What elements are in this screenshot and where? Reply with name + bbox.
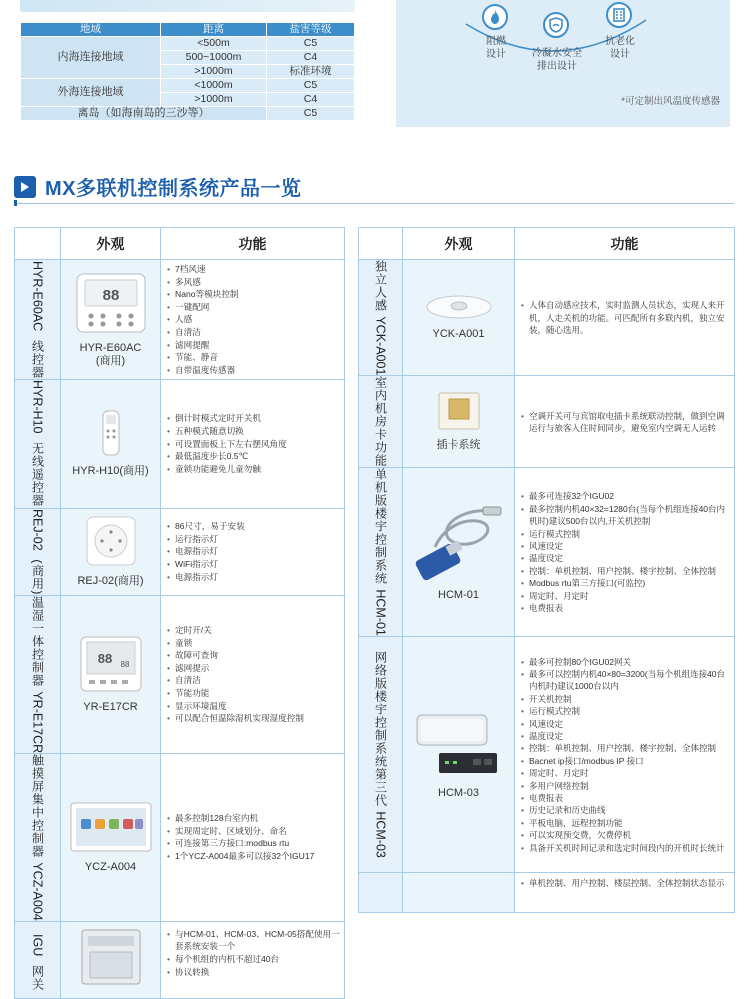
product-image-cell	[61, 508, 161, 595]
feature-item: • 五种模式随意切换	[167, 425, 340, 438]
product-row	[15, 754, 345, 922]
flame-icon	[482, 4, 508, 30]
product-caption: YCZ-A004	[84, 860, 137, 873]
feature-item: • 电费报表	[521, 792, 730, 804]
col-header-blank	[15, 228, 61, 260]
feature-item: • 最多控制128台室内机	[167, 812, 340, 825]
product-image-cell	[403, 376, 515, 468]
feature-item: • 可以实现预交费，欠费停机	[521, 829, 730, 841]
feature-item: • Nano等模块控制	[167, 288, 340, 301]
feature-list	[167, 624, 340, 725]
product-table-right	[358, 227, 735, 913]
salt-header-region: 地域	[21, 23, 161, 37]
feature-item: • 可设置面板上下左右摆风角度	[167, 438, 340, 451]
col-header-blank	[359, 228, 403, 260]
product-image-cell	[61, 921, 161, 998]
feature-item: • 控制：单机控制、用户控制、楼宇控制、全体控制	[521, 742, 730, 754]
feature-list	[167, 928, 340, 978]
product-feature-cell	[515, 468, 735, 637]
product-image-cell	[61, 595, 161, 753]
keycard-switch-image	[437, 391, 481, 431]
feature-item: • 滤网提示	[167, 662, 340, 675]
humidity-controller-image	[79, 635, 143, 693]
feature-item: • 温度设定	[521, 552, 730, 564]
server-box-image	[411, 709, 507, 779]
feature-item: • 历史记录和历史曲线	[521, 804, 730, 816]
feature-list	[521, 877, 730, 889]
feature-list	[167, 812, 340, 862]
feature-item: • 开关机控制	[521, 693, 730, 705]
salt-grade: C4	[267, 93, 355, 107]
salt-distance: 500~1000m	[161, 51, 267, 65]
product-name-cell: 独立人感 YCK-A001	[359, 260, 403, 376]
feature-label-water: 冷凝水安全 排出设计	[532, 48, 582, 72]
product-feature-cell	[515, 637, 735, 873]
feature-item: • 1个YCZ-A004最多可以接32个IGU17	[167, 850, 340, 863]
feature-item: • 单机控制、用户控制、楼层控制、全体控制状态显示	[521, 877, 730, 889]
feature-item: • 定时开/关	[167, 624, 340, 637]
salt-grade: C5	[267, 79, 355, 93]
salt-header-grade: 盐害等级	[267, 23, 355, 37]
product-caption: HYR-H10(商用)	[72, 465, 149, 478]
feature-label-flame: 阻燃 设计	[486, 36, 506, 60]
feature-item: • Modbus rtu第三方接口(可监控)	[521, 577, 730, 589]
feature-item: • 空调开关可与宾馆取电插卡系统联动控制，做到空调运行与旅客入住时间同步，避免室内空调无人运转	[521, 410, 730, 435]
product-row	[359, 260, 735, 376]
col-header-look: 外观	[403, 228, 515, 260]
feature-item: • 与HCM-01、HCM-03、HCM-05搭配使用一套系统安装一个	[167, 928, 340, 953]
product-image-cell	[403, 873, 515, 913]
panel-switch-image	[85, 515, 137, 567]
feature-item: • 电源指示灯	[167, 571, 340, 584]
feature-list	[521, 299, 730, 336]
product-image-cell	[403, 260, 515, 376]
product-image-cell	[61, 754, 161, 922]
svg-text:88: 88	[102, 286, 119, 304]
feature-item: • 运行模式控制	[521, 528, 730, 540]
feature-item: • Bacnet ip接口/modbus IP 接口	[521, 755, 730, 767]
feature-item: • 多风感	[167, 276, 340, 289]
product-name-cell: 室内机房卡功能	[359, 376, 403, 468]
product-row	[15, 595, 345, 753]
motion-sensor-image	[425, 294, 493, 320]
product-feature-cell	[515, 376, 735, 468]
product-image-cell	[61, 260, 161, 380]
product-feature-cell	[161, 260, 345, 380]
product-feature-cell	[515, 873, 735, 913]
feature-item: • 周定时、月定时	[521, 590, 730, 602]
feature-list	[521, 656, 730, 855]
title-divider	[14, 203, 734, 204]
feature-list	[167, 520, 340, 583]
feature-item: • 倒计时模式定时开关机	[167, 412, 340, 425]
salt-distance: <1000m	[161, 79, 267, 93]
feature-item: • 实现周定时、区域划分、命名	[167, 825, 340, 838]
feature-item: • 自带温度传感器	[167, 364, 340, 377]
feature-item: • 风速设定	[521, 718, 730, 730]
product-feature-cell	[515, 260, 735, 376]
salt-distance: <500m	[161, 37, 267, 51]
feature-list	[521, 490, 730, 614]
feature-item: • 最低温度步长0.5℃	[167, 450, 340, 463]
section-title: MX多联机控制系统产品一览	[45, 178, 302, 200]
product-image-cell	[61, 380, 161, 508]
product-caption: HCM-01	[438, 588, 479, 601]
features-panel	[396, 0, 730, 127]
salt-region-island: 离岛（如海南岛的三沙等）	[21, 107, 267, 121]
feature-item: • WiFi指示灯	[167, 558, 340, 571]
play-icon	[14, 176, 36, 198]
feature-item: • 电源指示灯	[167, 545, 340, 558]
salt-distance: >1000m	[161, 93, 267, 107]
product-name-cell: 触摸屏集中控制器 YCZ-A004	[15, 754, 61, 922]
svg-text:88: 88	[120, 659, 129, 669]
product-row	[15, 260, 345, 380]
product-row	[359, 376, 735, 468]
product-row	[359, 468, 735, 637]
usb-adapter-image	[411, 503, 507, 581]
title-divider-mark	[14, 200, 18, 206]
product-caption: HCM-03	[438, 787, 479, 800]
feature-list	[521, 410, 730, 435]
col-header-func: 功能	[515, 228, 735, 260]
salt-grade: C5	[267, 37, 355, 51]
feature-item: • 控制：单机控制、用户控制、楼宇控制、全体控制	[521, 565, 730, 577]
feature-item: • 最多可控制80个IGU02网关	[521, 656, 730, 668]
feature-item: • 节能功能	[167, 687, 340, 700]
salt-region-outer: 外海连接地域	[21, 79, 161, 107]
salt-grade: C5	[267, 107, 355, 121]
feature-item: • 童锁	[167, 637, 340, 650]
remote-image	[91, 409, 131, 457]
wired-controller-image	[75, 272, 147, 334]
salt-grade: C4	[267, 51, 355, 65]
product-image-cell	[403, 468, 515, 637]
svg-text:88: 88	[97, 650, 112, 666]
feature-item: • 一键配网	[167, 301, 340, 314]
col-header-look: 外观	[61, 228, 161, 260]
product-caption: REJ-02(商用)	[77, 575, 144, 588]
section-heading	[14, 172, 302, 201]
feature-item: • 7档风速	[167, 263, 340, 276]
feature-item: • 电费报表	[521, 602, 730, 614]
feature-item: • 童锁功能避免儿童勿触	[167, 463, 340, 476]
salt-distance: >1000m	[161, 65, 267, 79]
product-feature-cell	[161, 508, 345, 595]
feature-item: • 人体自动感应技术，实时监测人员状态，实现人来开机，人走关机的功能。可匹配所有多联内机，独立安装，随心选用。	[521, 299, 730, 336]
product-row	[359, 873, 735, 913]
feature-item: • 自清洁	[167, 326, 340, 339]
product-row	[15, 921, 345, 998]
product-feature-cell	[161, 921, 345, 998]
product-row	[359, 637, 735, 873]
top-banner-strip	[20, 0, 355, 12]
feature-item: • 协议转换	[167, 966, 340, 979]
feature-item: • 多用户网络控制	[521, 780, 730, 792]
product-feature-cell	[161, 380, 345, 508]
product-caption: YR-E17CR	[83, 700, 138, 713]
product-name-cell: 网络版楼宇控制系统第三代 HCM-03	[359, 637, 403, 873]
feature-item: • 运行模式控制	[521, 705, 730, 717]
product-caption: HYR-E60AC (商用)	[79, 341, 142, 367]
gateway-image	[76, 926, 146, 986]
product-name-cell	[359, 873, 403, 913]
salt-region-inland: 内海连接地域	[21, 37, 161, 79]
product-name-cell: IGU 网关	[15, 921, 61, 998]
product-image-cell	[403, 637, 515, 873]
feature-item: • 滤网提醒	[167, 339, 340, 352]
product-feature-cell	[161, 754, 345, 922]
feature-label-aging: 抗老化 设计	[605, 36, 635, 60]
feature-item: • 平板电脑，远程控制功能	[521, 817, 730, 829]
feature-item: • 温度设定	[521, 730, 730, 742]
feature-list	[167, 412, 340, 475]
product-row	[15, 380, 345, 508]
salt-damage-table	[20, 22, 354, 127]
feature-item: • 自清洁	[167, 674, 340, 687]
feature-item: • 节能、静音	[167, 351, 340, 364]
product-name-cell: HYR-E60AC 线控器	[15, 260, 61, 380]
col-header-func: 功能	[161, 228, 345, 260]
product-name-cell: 温湿一体控制器 YR-E17CR	[15, 595, 61, 753]
touchscreen-image	[69, 801, 153, 853]
feature-item: • 周定时、月定时	[521, 767, 730, 779]
feature-item: • 故障可查询	[167, 649, 340, 662]
product-name-cell: REJ-02 (商用)	[15, 508, 61, 595]
building-icon	[606, 2, 632, 28]
product-name-cell: 单机版楼宇控制系统 HCM-01	[359, 468, 403, 637]
salt-grade: 标准环境	[267, 65, 355, 79]
feature-list	[167, 263, 340, 376]
water-shield-icon	[543, 12, 569, 38]
product-name-cell: HYR-H10 无线遥控器	[15, 380, 61, 508]
feature-item: • 最多可连接32个IGU02	[521, 490, 730, 502]
feature-item: • 人感	[167, 313, 340, 326]
sensor-note: *可定制出风温度传感器	[621, 96, 720, 107]
feature-item: • 每个机组的内机不超过40台	[167, 953, 340, 966]
product-table-left	[14, 227, 345, 999]
product-feature-cell	[161, 595, 345, 753]
feature-item: • 最多可以控制内机40×80=3200(当每个机组连接40台内机时)建议1000台以内	[521, 668, 730, 693]
feature-item: • 最多控制内机40×32=1280台(当每个机组连接40台内机时)建议500台以内,开关机控制	[521, 503, 730, 528]
product-caption: YCK-A001	[432, 328, 485, 341]
feature-item: • 显示环境温度	[167, 700, 340, 713]
product-row	[15, 508, 345, 595]
feature-item: • 风速设定	[521, 540, 730, 552]
product-caption: 插卡系统	[436, 439, 481, 452]
feature-item: • 运行指示灯	[167, 533, 340, 546]
feature-item: • 86尺寸，易于安装	[167, 520, 340, 533]
feature-item: • 可连接第三方接口:modbus rtu	[167, 837, 340, 850]
feature-item: • 具备开关机时间记录和选定时间段内的开机时长统计	[521, 842, 730, 854]
salt-header-distance: 距离	[161, 23, 267, 37]
feature-item: • 可以配合恒温除湿机实现湿度控制	[167, 712, 340, 725]
